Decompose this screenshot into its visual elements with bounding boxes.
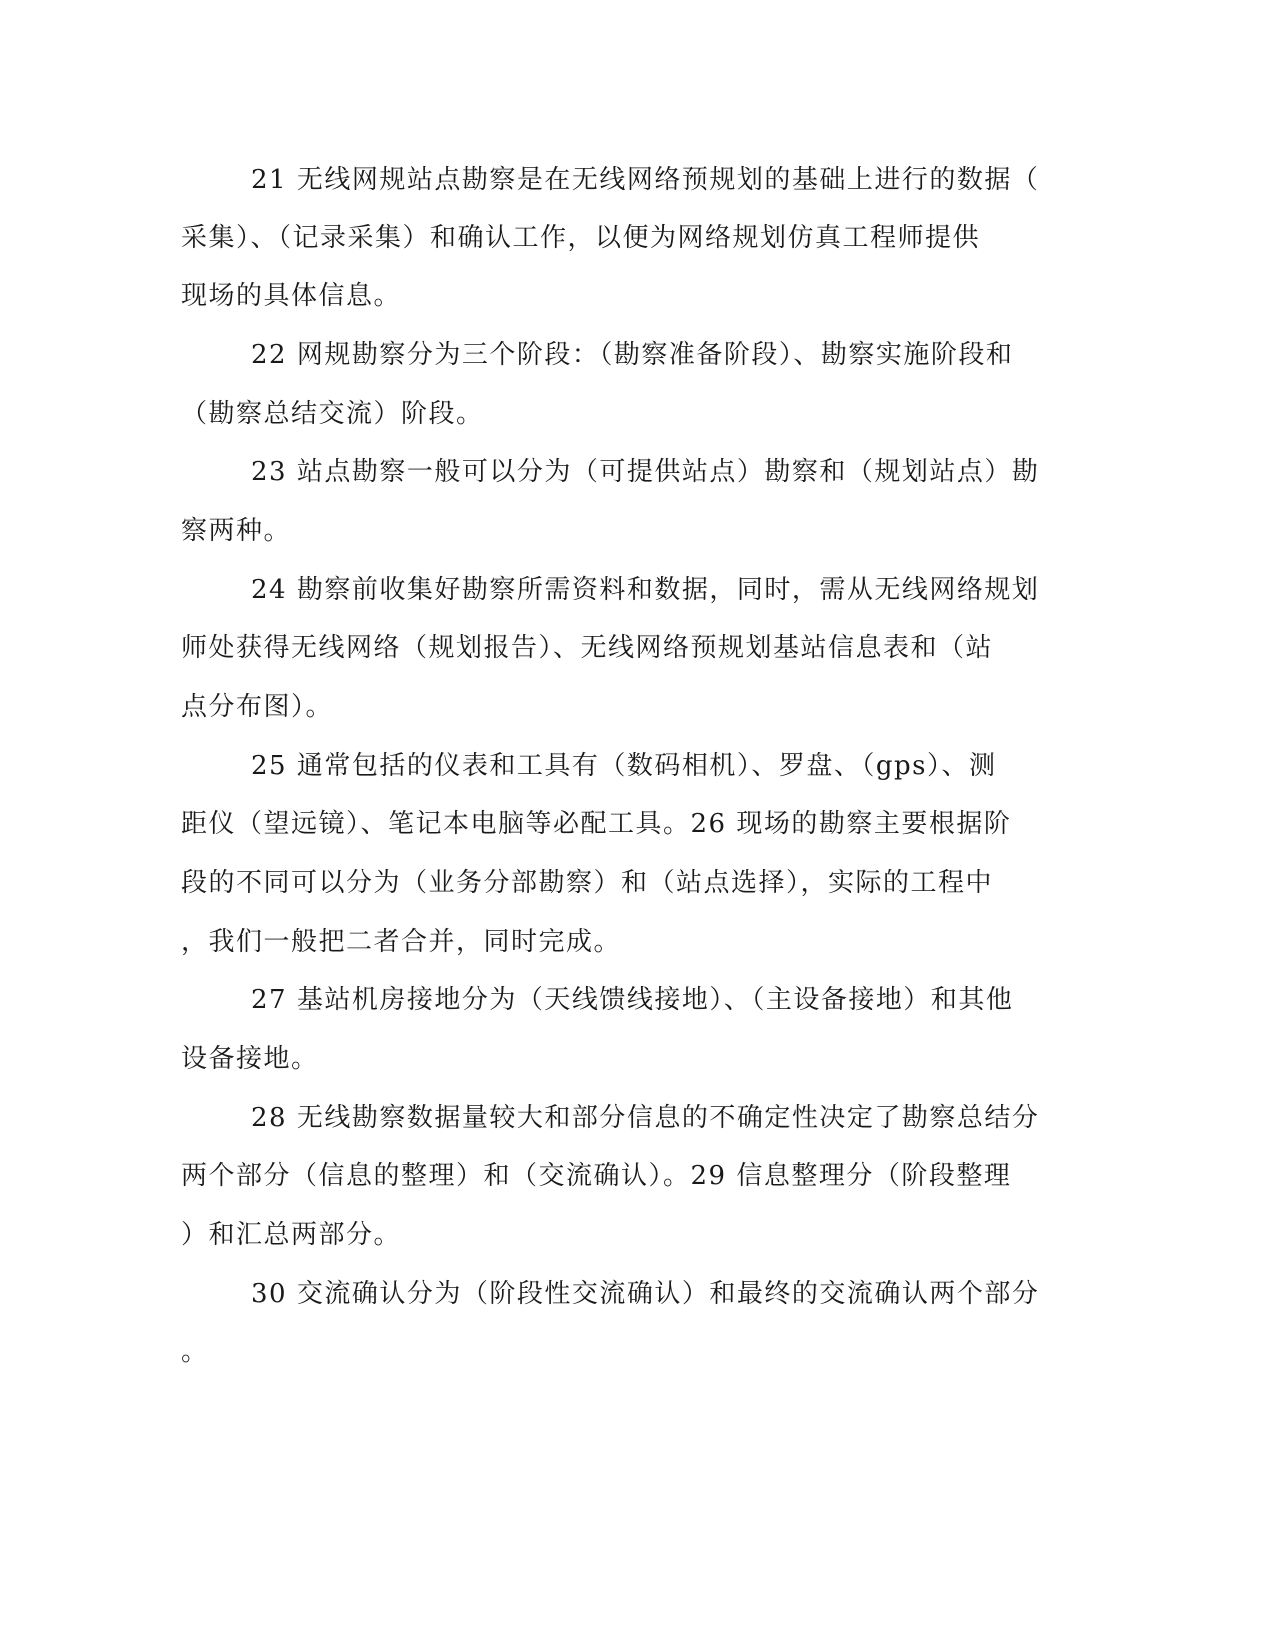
text-line: 23 站点勘察一般可以分为（可提供站点）勘察和（规划站点）勘 (251, 457, 1040, 487)
text-line: 21 无线网规站点勘察是在无线网络预规划的基础上进行的数据（ (251, 165, 1040, 195)
text-line: 24 勘察前收集好勘察所需资料和数据，同时，需从无线网络规划 (251, 575, 1040, 605)
text-line: 27 基站机房接地分为（天线馈线接地）、（主设备接地）和其他 (251, 985, 1014, 1015)
text-line: 30 交流确认分为（阶段性交流确认）和最终的交流确认两个部分 (251, 1279, 1040, 1309)
text-line: ）和汇总两部分。 (181, 1220, 402, 1250)
text-line: ，我们一般把二者合并，同时完成。 (181, 927, 622, 957)
text-line: 两个部分（信息的整理）和（交流确认）。29 信息整理分（阶段整理 (181, 1161, 1012, 1191)
text-line: 点分布图）。 (181, 692, 334, 722)
text-line: 察两种。 (181, 516, 292, 546)
text-line: 师处获得无线网络（规划报告）、无线网络预规划基站信息表和（站 (181, 633, 994, 663)
text-line: 现场的具体信息。 (181, 281, 402, 311)
text-line: 段的不同可以分为（业务分部勘察）和（站点选择），实际的工程中 (181, 868, 994, 898)
text-line: 距仪（望远镜）、笔记本电脑等必配工具。26 现场的勘察主要根据阶 (181, 809, 1012, 839)
text-line: （勘察总结交流）阶段。 (181, 399, 484, 429)
text-line: 设备接地。 (181, 1044, 319, 1074)
text-line: 25 通常包括的仪表和工具有（数码相机）、罗盘、（gps）、测 (251, 751, 997, 781)
text-line: 采集）、（记录采集）和确认工作，以便为网络规划仿真工程师提供 (181, 223, 981, 253)
text-line: 22 网规勘察分为三个阶段：（勘察准备阶段）、勘察实施阶段和 (251, 340, 1014, 370)
text-line: 28 无线勘察数据量较大和部分信息的不确定性决定了勘察总结分 (251, 1103, 1040, 1133)
text-line: 。 (181, 1337, 209, 1367)
